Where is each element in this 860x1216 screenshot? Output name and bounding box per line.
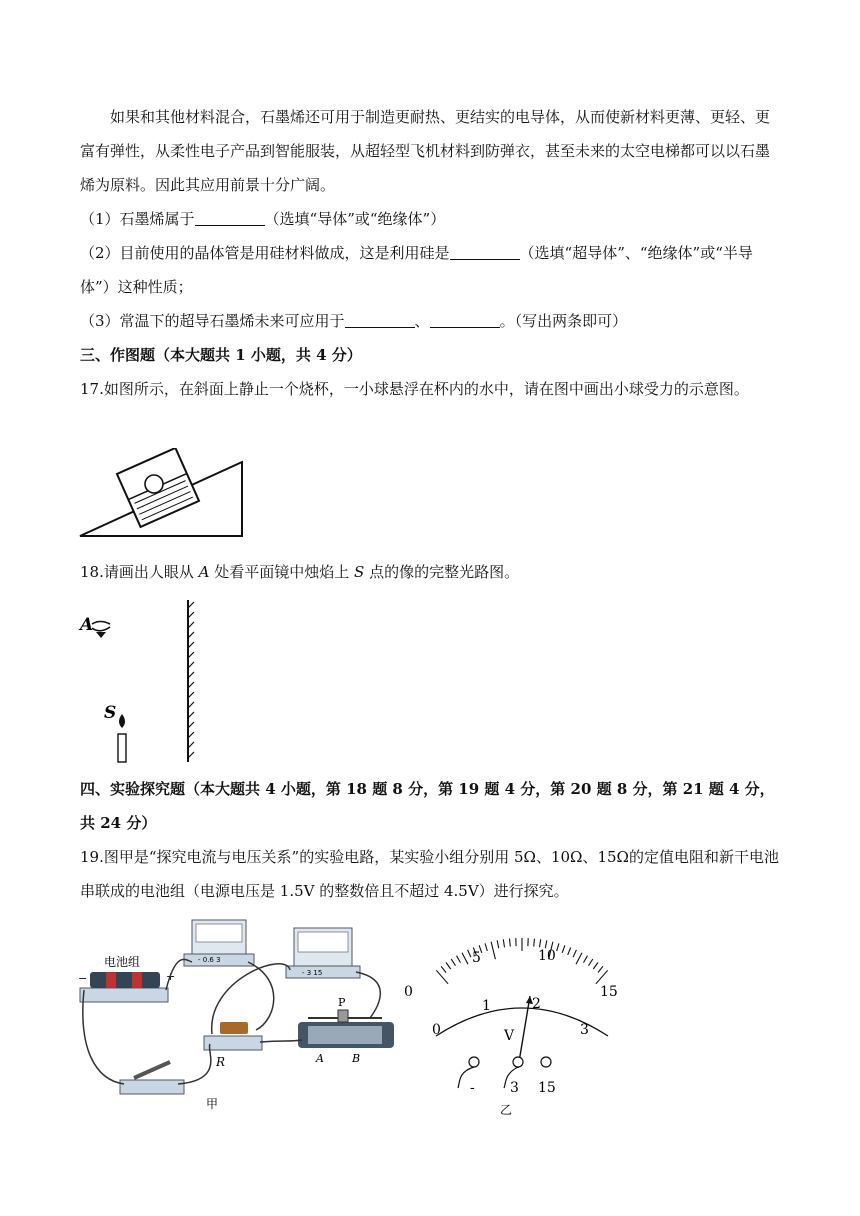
dial-tick-mark: [593, 963, 598, 970]
dial-tick-mark: [598, 966, 603, 972]
question-17: 17.如图所示，在斜面上静止一个烧杯，一小球悬浮在杯内的水中，请在图中画出小球受力的示意图。: [80, 380, 749, 398]
dial-tick-mark: [451, 959, 455, 966]
question-18: 18.请画出人眼从 A 处看平面镜中烛焰上 S 点的像的完整光路图。: [80, 563, 520, 581]
question-16-1: （1）石墨烯属于 （选填“导体”或“绝缘体”）: [80, 210, 446, 228]
figure-yi-caption: 乙: [500, 1103, 513, 1117]
mirror-figure: [78, 598, 218, 764]
question-19: 19.图甲是“探究电流与电压关系”的实验电路，某实验小组分别用 5Ω、10Ω、15Ω的定值电阻和新干电池串联成的电池组（电源电压是 1.5V 的整数倍且不超过 4.5V）进行探究。: [80, 848, 779, 900]
question-16-3: （3）常温下的超导石墨烯未来可应用于 、 。（写出两条即可）: [80, 312, 628, 330]
dial-tick-mark: [441, 966, 446, 972]
dial-tick-mark: [446, 963, 451, 970]
dial-tick-mark: [491, 942, 495, 960]
dial-tick-mark: [436, 970, 448, 984]
answer-blank[interactable]: [345, 313, 415, 328]
section-4-block: [80, 772, 780, 908]
dial-tick-mark: [589, 959, 593, 966]
dial-outer-tick-5: 5: [472, 950, 481, 966]
terminal-minus: -: [470, 1080, 475, 1096]
dial-inner-tick-0: 0: [432, 1022, 441, 1038]
rheostat-b-label: B: [352, 1052, 361, 1065]
candle-label-s: S: [104, 703, 117, 723]
answer-blank[interactable]: [450, 245, 520, 260]
dial-outer-tick-0: 0: [404, 984, 413, 1000]
dial-outer-tick-10: 10: [538, 948, 556, 964]
dial-tick-mark: [576, 953, 582, 965]
voltmeter-ticks: - 3 15: [302, 969, 323, 977]
dial-inner-tick-3: 3: [580, 1022, 589, 1038]
terminal-3: 3: [510, 1080, 519, 1096]
dial-tick-mark: [596, 970, 608, 984]
question-16-2: （2）目前使用的晶体管是用硅材料做成，这是利用硅是 （选填“超导体”、“绝缘体”或“半导体”）这种性质；: [80, 244, 753, 296]
ammeter-ticks: - 0.6 3: [198, 956, 221, 964]
battery-label: 电池组: [104, 955, 141, 969]
voltmeter-dial-figure-yi: [400, 938, 630, 1120]
dial-tick-mark: [497, 940, 499, 948]
dial-tick-mark: [462, 953, 468, 965]
answer-blank[interactable]: [430, 313, 500, 328]
dial-tick-mark: [568, 948, 571, 955]
dial-tick-mark: [573, 950, 576, 957]
dial-tick-mark: [468, 950, 471, 957]
document-page: [80, 100, 780, 406]
dial-tick-mark: [540, 939, 541, 947]
terminal-15: 15: [538, 1080, 556, 1096]
battery-minus: −: [78, 972, 88, 985]
circuit-figure-jia: [76, 910, 406, 1115]
resistor-label: R: [216, 1055, 226, 1069]
rheostat-a-label: A: [316, 1052, 324, 1065]
figure-jia-caption: 甲: [206, 1097, 219, 1111]
battery-plus: +: [166, 970, 176, 983]
intro-paragraph: 如果和其他材料混合，石墨烯还可用于制造更耐热、更结实的电导体，从而使新材料更薄、更轻、更富有弹性，从柔性电子产品到智能服装，从超轻型飞机材料到防弹衣，甚至未来的太空电梯都可以以石墨烯为原料。因此其应用前景十分广阔。: [80, 108, 771, 194]
dial-inner-tick-1: 1: [482, 998, 491, 1014]
dial-tick-mark: [457, 956, 461, 963]
dial-tick-mark: [557, 943, 559, 951]
dial-tick-mark: [510, 939, 511, 947]
dial-tick-mark: [503, 939, 504, 947]
dial-unit: V: [504, 1028, 515, 1044]
section-3-heading: 三、作图题（本大题共 1 小题，共 4 分）: [80, 346, 362, 364]
slider-label: P: [338, 996, 346, 1009]
section-4-heading: 四、实验探究题（本大题共 4 小题，第 18 题 8 分，第 19 题 4 分，第 20 题 8 分，第 21 题 4 分，共 24 分）: [80, 780, 775, 832]
dial-tick-mark: [584, 956, 588, 963]
dial-tick-mark: [562, 945, 565, 953]
answer-blank[interactable]: [195, 211, 265, 226]
eye-label-a: A: [80, 615, 94, 635]
incline-beaker-figure: [78, 448, 248, 540]
dial-tick-mark: [534, 939, 535, 947]
dial-outer-tick-15: 15: [600, 984, 618, 1000]
dial-tick-mark: [485, 943, 487, 951]
dial-inner-tick-2: 2: [532, 996, 541, 1012]
